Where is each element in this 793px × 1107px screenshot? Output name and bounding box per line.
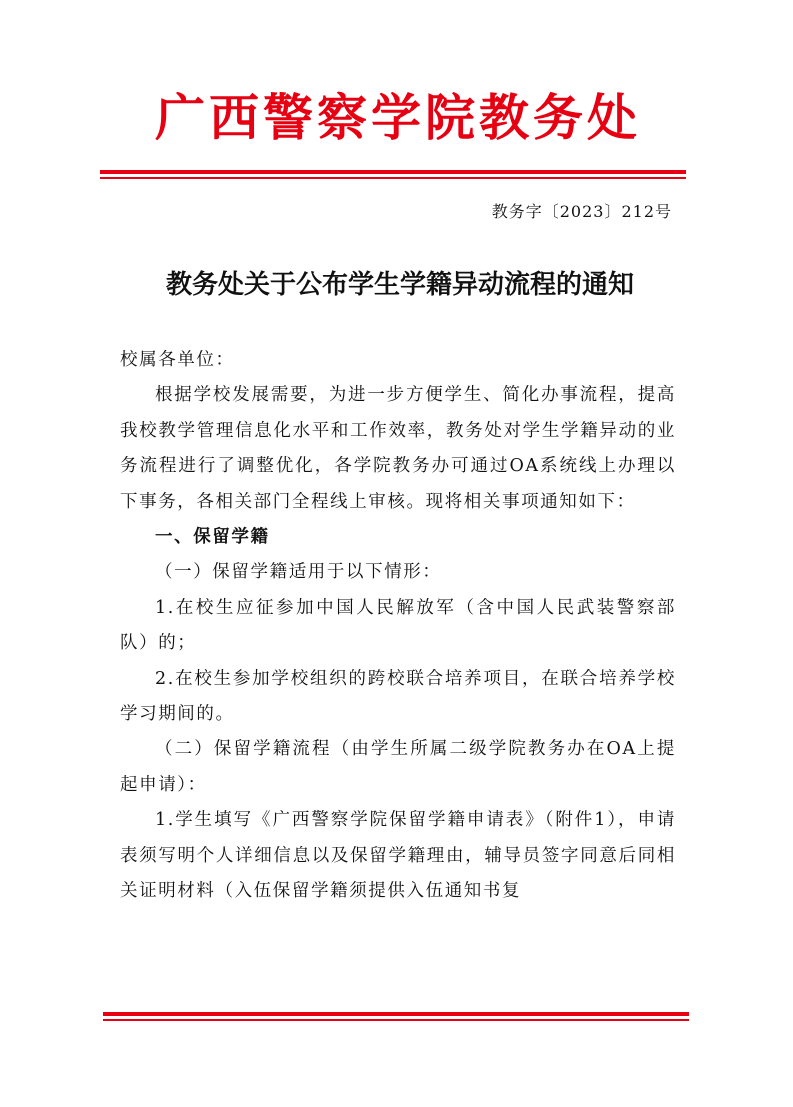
body-paragraph: 根据学校发展需要，为进一步方便学生、简化办事流程，提高我校教学管理信息化水平和工作效率，教务处对学生学籍异动的业务流程进行了调整优化，各学院教务办可通过OA系统线上办理以下事务，各相关部门全程线上审核。现将相关事项通知如下： bbox=[120, 385, 676, 512]
document-number: 教务字〔2023〕212号 bbox=[491, 202, 672, 221]
subsection-heading: （一）保留学籍适用于以下情形： bbox=[155, 562, 442, 583]
masthead-rule-thick bbox=[100, 170, 686, 174]
masthead-title: 广西警察学院教务处 bbox=[155, 88, 641, 147]
document-title: 教务处关于公布学生学籍异动流程的通知 bbox=[165, 270, 634, 300]
subsection-heading: （二）保留学籍流程（由学生所属二级学院教务办在OA上提起申请）： bbox=[120, 739, 676, 795]
footer-rule-thin bbox=[103, 1019, 689, 1021]
list-item: 2.在校生参加学校组织的跨校联合培养项目，在联合培养学校学习期间的。 bbox=[120, 668, 676, 725]
document-body bbox=[120, 343, 676, 910]
list-item: 1.在校生应征参加中国人民解放军（含中国人民武装警察部队）的； bbox=[120, 597, 676, 654]
list-item: 1.学生填写《广西警察学院保留学籍申请表》（附件1），申请表须写明个人详细信息以及保留学籍理由，辅导员签字同意后同相关证明材料（入伍保留学籍须提供入伍通知书复 bbox=[120, 810, 676, 902]
salutation: 校属各单位： bbox=[120, 350, 235, 370]
masthead-rule-thin bbox=[100, 177, 686, 179]
section-heading: 一、保留学籍 bbox=[155, 527, 270, 548]
footer-rule-thick bbox=[103, 1012, 689, 1016]
